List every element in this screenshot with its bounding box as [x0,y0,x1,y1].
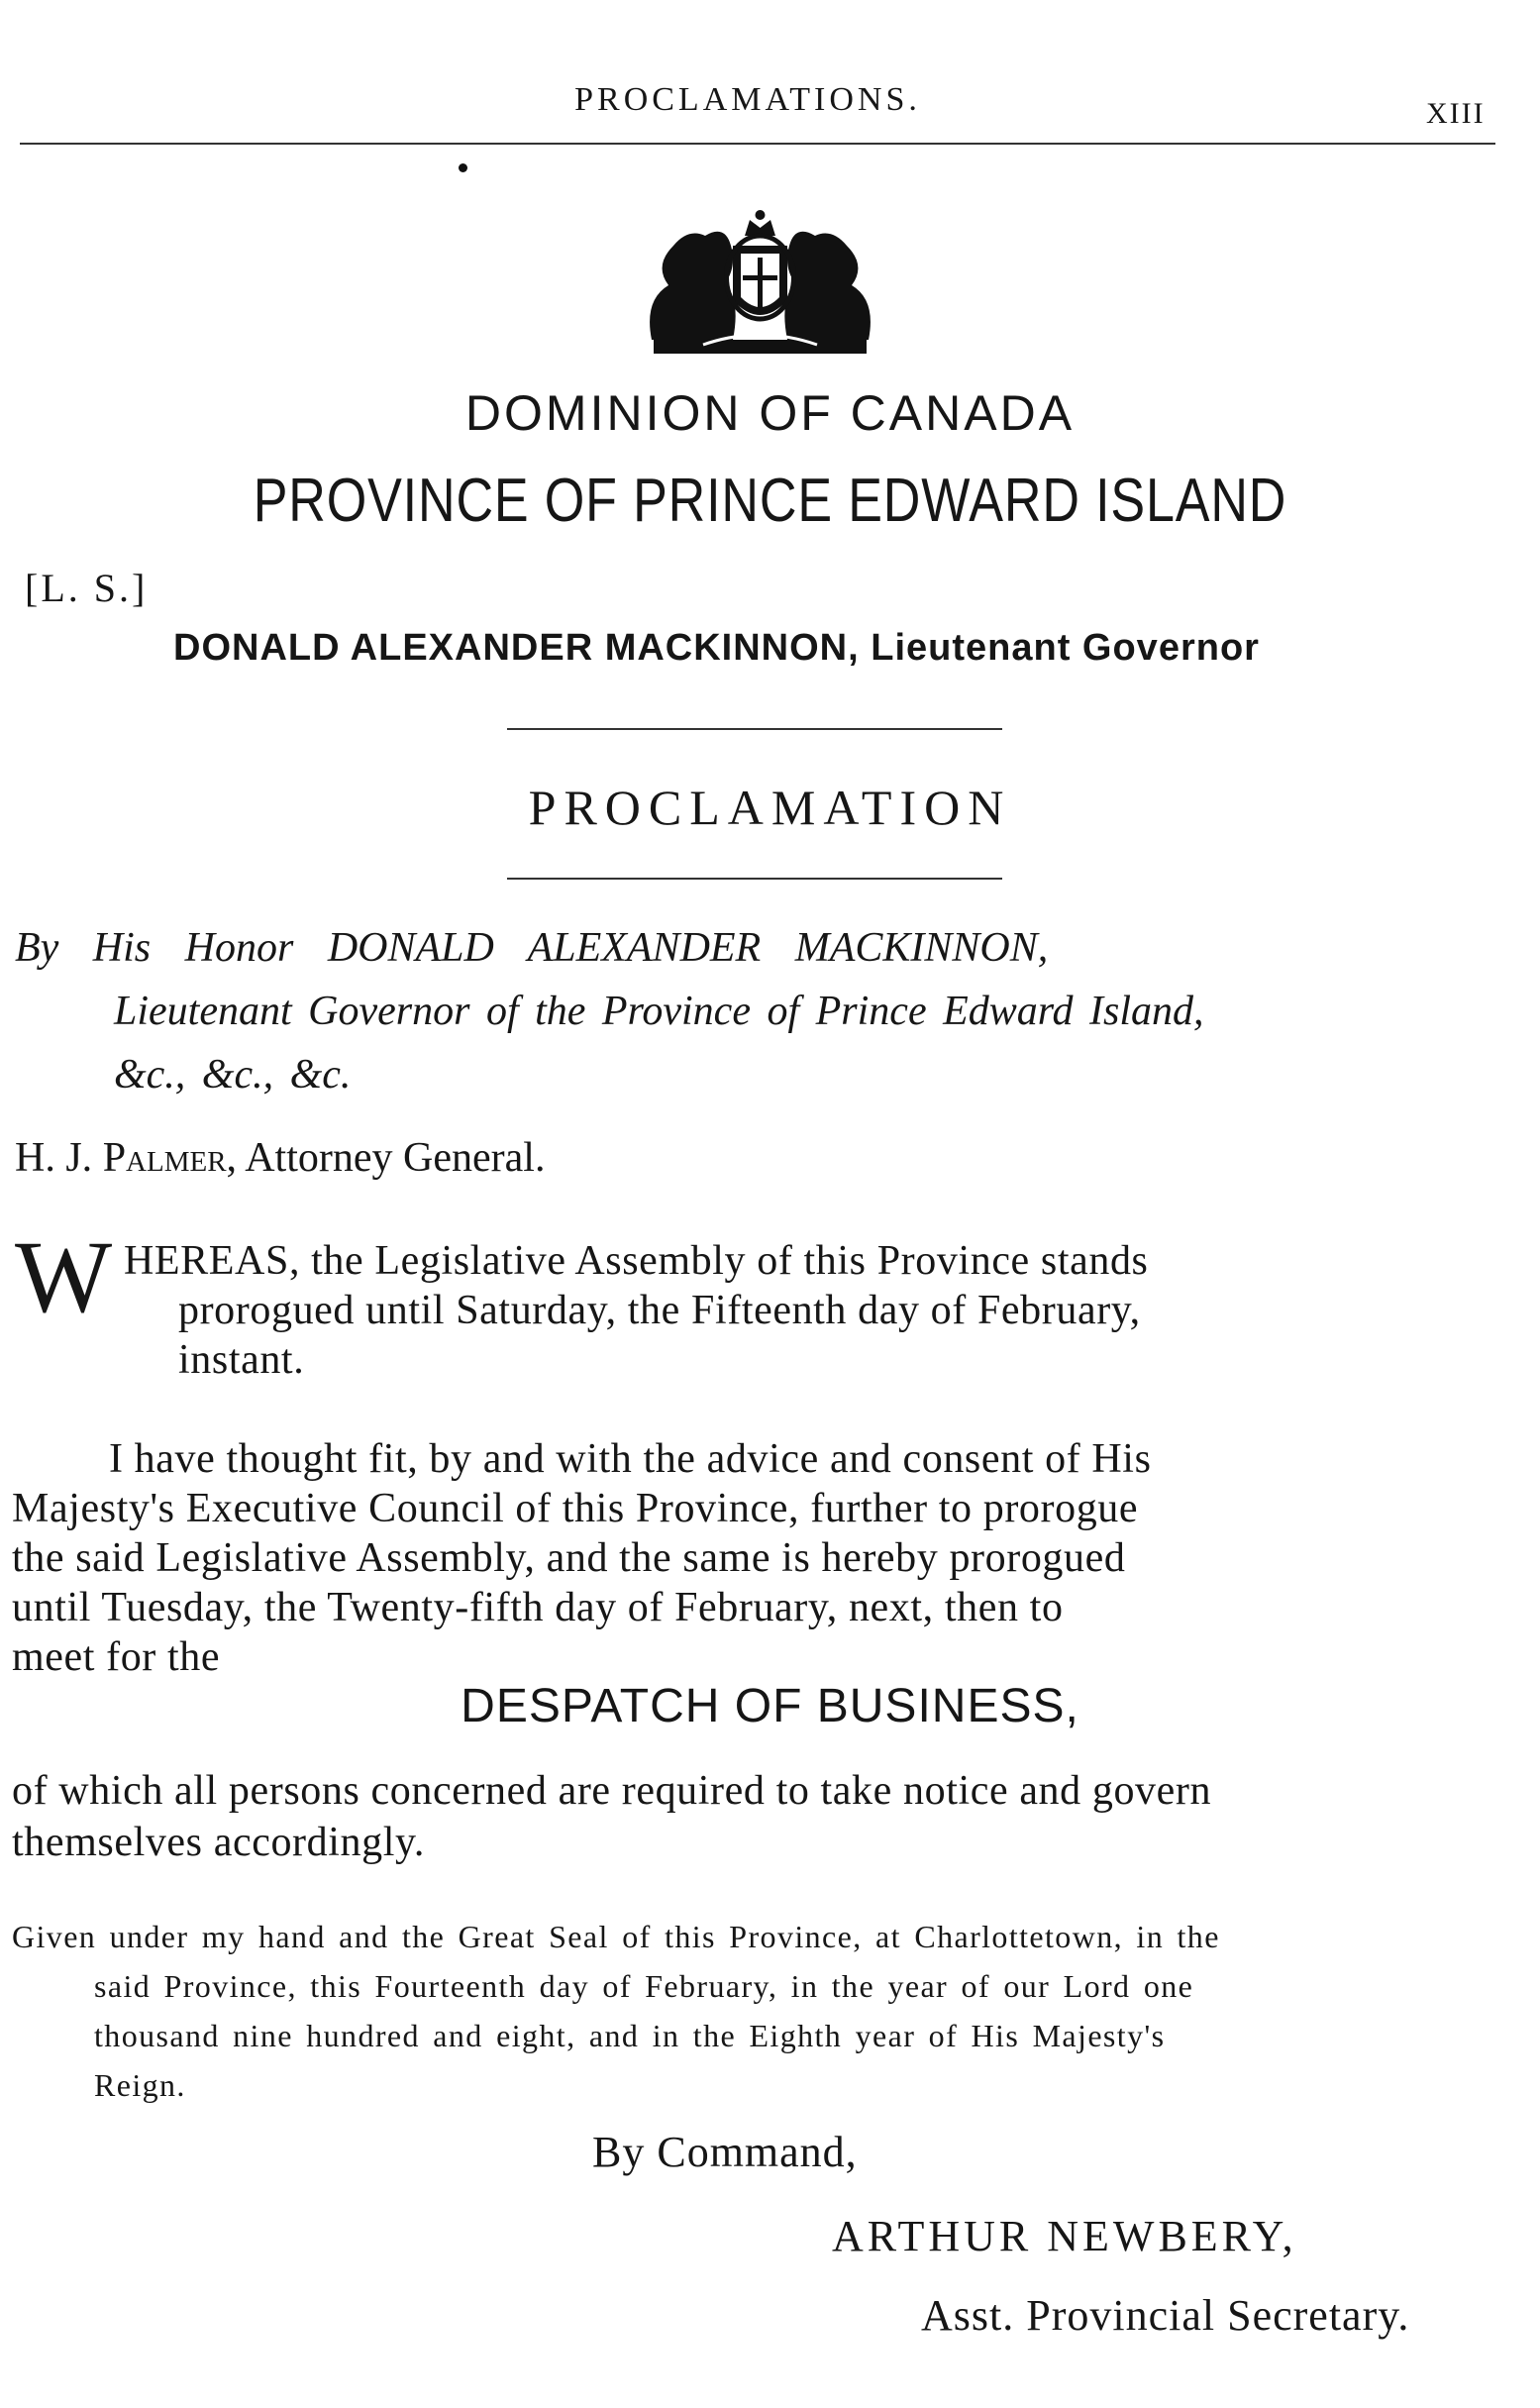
proclamation-title: PROCLAMATION [528,780,1012,835]
province-heading: PROVINCE OF PRINCE EDWARD ISLAND [253,467,1287,535]
body-line: meet for the [12,1634,221,1680]
seal-label: [L. S.] [25,566,149,610]
body-line: until Tuesday, the Twenty-fifth day of February, next, then to [12,1585,1064,1630]
given-line: Given under my hand and the Great Seal of this Province, at Charlottetown, in the [12,1919,1220,1954]
drop-cap: W [15,1220,113,1334]
body-line: the said Legislative Assembly, and the same is hereby prorogued [12,1535,1126,1581]
closing-line: themselves accordingly. [12,1820,425,1865]
given-line: said Province, this Fourteenth day of February, in the year of our Lord one [94,1968,1194,2004]
royal-coat-of-arms-icon [634,206,886,357]
divider-rule [507,728,1002,730]
ink-dot [459,163,467,172]
dominion-heading: DOMINION OF CANADA [464,385,1076,441]
signatory-name: ARTHUR NEWBERY, [832,2212,1297,2260]
attorney-title: , Attorney General. [226,1135,546,1181]
running-header: PROCLAMATIONS. [574,81,921,118]
governor-line: DONALD ALEXANDER MACKINNON, Lieutenant Governor [173,627,1260,669]
given-line: Reign. [94,2067,186,2103]
header-rule [20,143,1495,145]
divider-rule [507,878,1002,880]
authority-line: Lieutenant Governor of the Province of Prince Edward Island, [114,989,1204,1034]
authority-line: By His Honor DONALD ALEXANDER MACKINNON, [15,925,1049,971]
whereas-line: prorogued until Saturday, the Fifteenth day of February, [178,1288,1141,1333]
whereas-line: instant. [178,1337,305,1383]
by-command: By Command, [592,2128,858,2176]
attorney-surname: Palmer [102,1135,227,1181]
signatory-title: Asst. Provincial Secretary. [921,2291,1410,2340]
authority-line: &c., &c., &c. [114,1052,352,1098]
despatch-heading: DESPATCH OF BUSINESS, [461,1680,1079,1732]
body-line: Majesty's Executive Council of this Province, further to prorogue [12,1486,1139,1531]
attorney-initials: H. J. [15,1135,103,1181]
body-line: I have thought fit, by and with the advice and consent of His [109,1436,1152,1482]
closing-line: of which all persons concerned are required to take notice and govern [12,1768,1212,1814]
page-number: XIII [1426,97,1486,130]
whereas-line: HEREAS, the Legislative Assembly of this Province stands [124,1238,1149,1284]
given-line: thousand nine hundred and eight, and in the Eighth year of His Majesty's [94,2018,1166,2053]
attorney-line [15,1134,545,1182]
